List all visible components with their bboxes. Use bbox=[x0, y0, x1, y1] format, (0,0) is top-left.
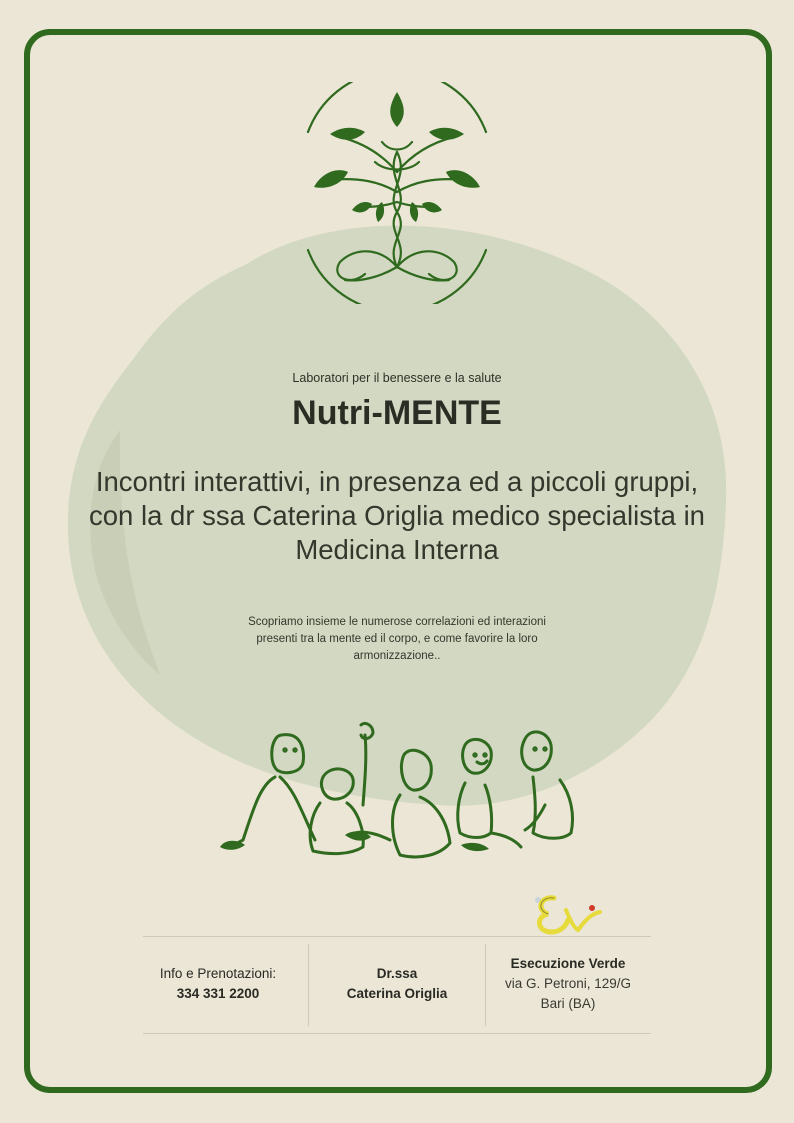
doctor-title: Dr.ssa bbox=[376, 966, 418, 981]
ev-monogram-icon bbox=[526, 892, 606, 938]
info-label: Info e Prenotazioni: bbox=[159, 966, 277, 981]
seated-group-people-icon bbox=[215, 715, 585, 860]
footer-column-divider bbox=[308, 944, 309, 1026]
footer-venue bbox=[488, 954, 648, 1014]
venue-address: via G. Petroni, 129/G bbox=[504, 976, 632, 991]
description-text: Scopriamo insieme le numerose correlazioni ed interazioni presenti tra la mente ed il corpo, e come favorire la loro armonizzazione.. bbox=[248, 616, 546, 662]
venue-city: Bari (BA) bbox=[540, 996, 596, 1011]
footer-doctor bbox=[318, 964, 476, 1004]
venue-name: Esecuzione Verde bbox=[510, 956, 626, 971]
subtitle: Laboratori per il benessere e la salute bbox=[292, 371, 502, 385]
celtic-tree-icon bbox=[300, 82, 494, 304]
footer-divider-bottom bbox=[143, 1033, 651, 1034]
headline: Incontri interattivi, in presenza ed a piccoli gruppi, con la dr ssa Caterina Origlia medico specialista in Medicina Interna bbox=[89, 466, 705, 565]
page-title: Nutri-MENTE bbox=[292, 394, 502, 432]
phone-number[interactable]: 334 331 2200 bbox=[176, 986, 260, 1001]
footer-contact bbox=[143, 964, 293, 1004]
footer-column-divider bbox=[485, 944, 486, 1026]
doctor-name: Caterina Origlia bbox=[346, 986, 448, 1001]
